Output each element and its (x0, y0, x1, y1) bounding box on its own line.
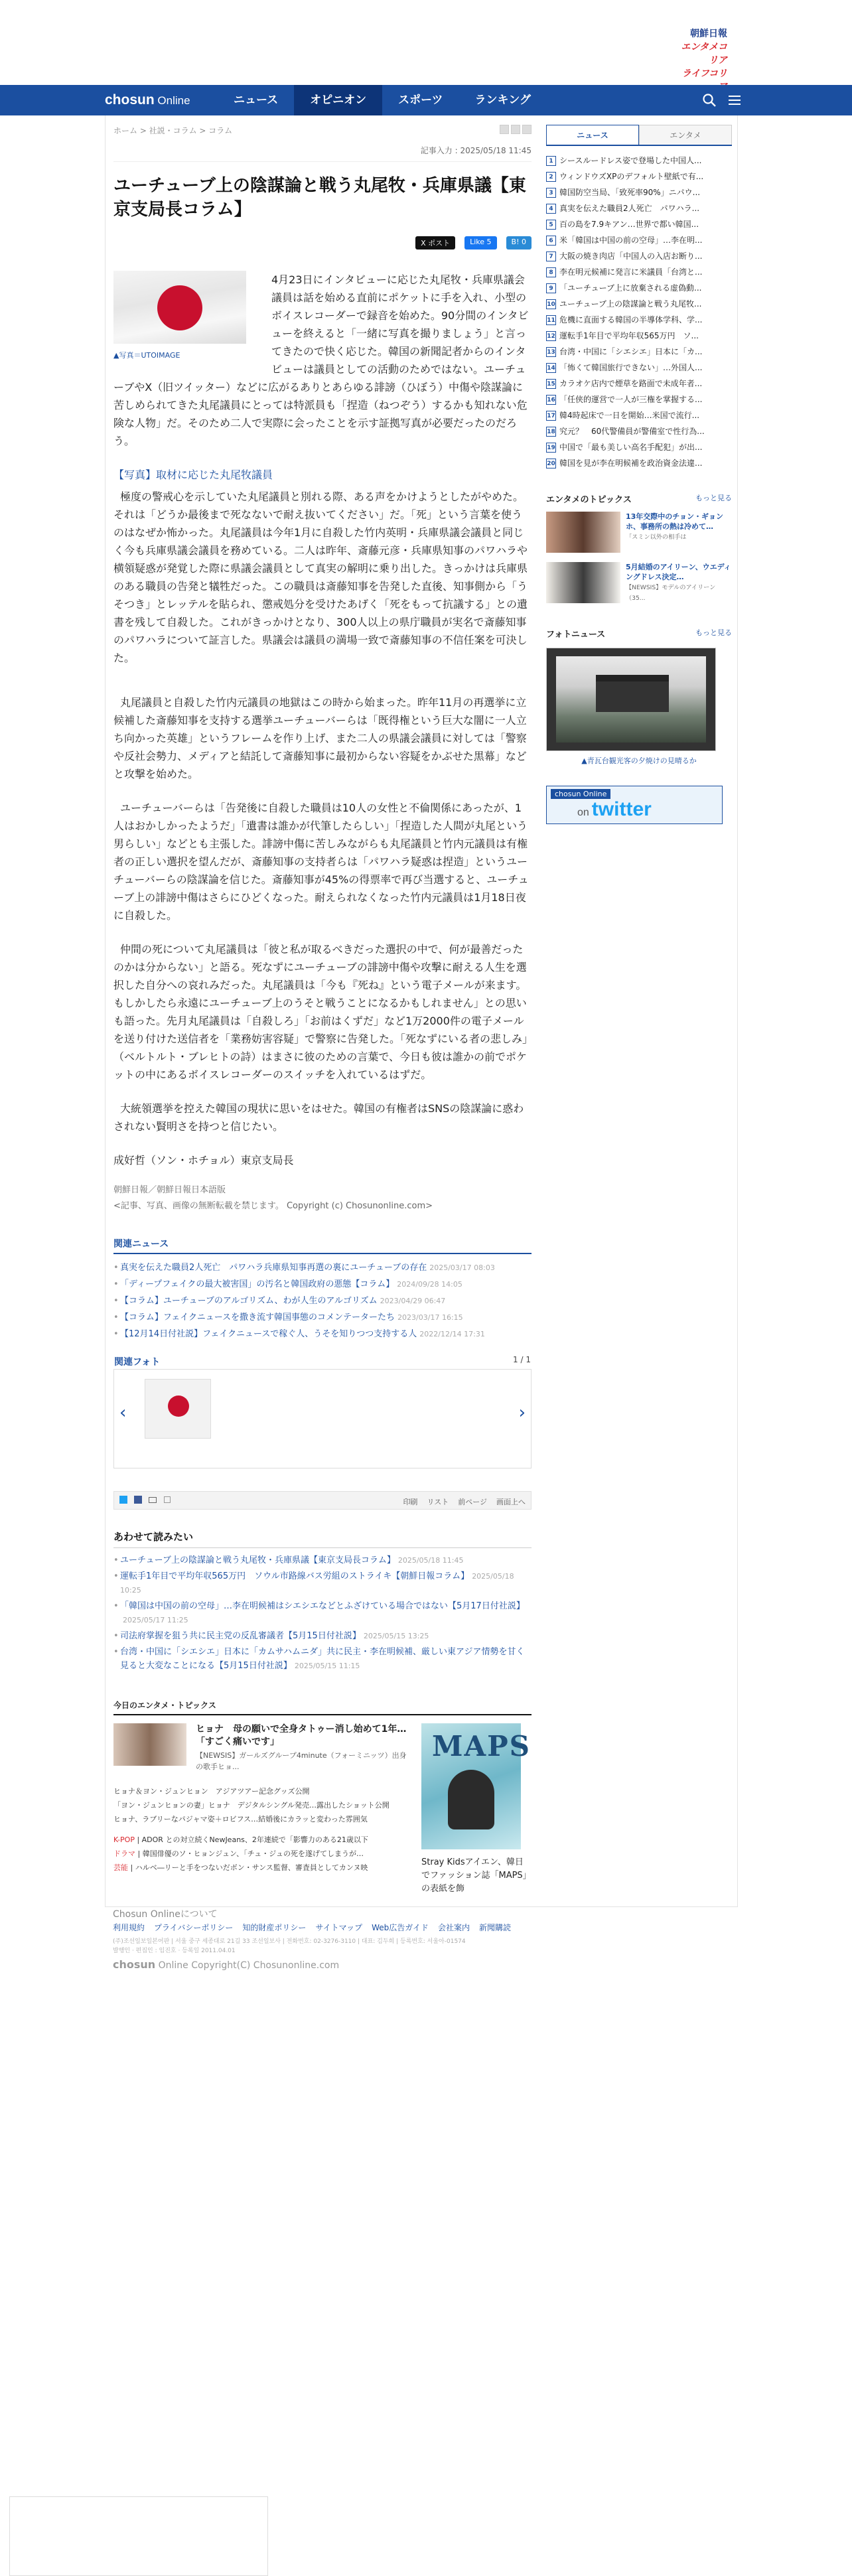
ranking-list (546, 153, 732, 471)
rank-number: 10 (546, 299, 556, 309)
ranking-item[interactable]: 8 李在明元候補に発言に米議員「台湾と... (546, 264, 732, 280)
list-item[interactable]: • 運転手1年目で平均年収565万円 ソウル市路線バス労組のストライキ【朝鮮日報コラム】 2025/05/18 10:25 (113, 1569, 532, 1597)
related-photo-thumbnail[interactable] (145, 1379, 211, 1439)
rank-number: 8 (546, 267, 556, 277)
list-item[interactable]: ヒョナ、ラブリーなパジャマ姿＋ロビフス…結婚後にカラッと変わった雰囲気 (113, 1815, 368, 1824)
main-column (113, 115, 532, 1922)
rank-number: 7 (546, 251, 556, 261)
footer-link[interactable]: 利用規約 (113, 1923, 145, 1932)
font-smaller-icon[interactable] (500, 125, 509, 134)
entame-headline[interactable]: ヒョナ 母の願いで全身タトゥー消し始めて1年…「すごく痛いです」 (196, 1724, 407, 1747)
list-item[interactable]: ドラマ | 韓国俳優のソ・ヒョンジュン、「チュ・ジュの死を遂げてしまうが… (113, 1849, 364, 1858)
share-bar (113, 236, 532, 250)
article-toolbar (113, 1491, 532, 1510)
footer-link[interactable]: サイトマップ (315, 1923, 363, 1932)
related-news-title: 関連ニュース (113, 1237, 532, 1254)
sidebar (546, 125, 732, 824)
rank-number: 5 (546, 220, 556, 230)
entame-topics-header: もっと見る エンタメのトピックス (546, 494, 732, 505)
article-paragraph-1: 4月23日にインタビューに応じた丸尾牧・兵庫県議会議員は話を始める直前にポケットに手を入れ、小型のボイスレコーダーで録音を始めた。90分間のインタビューを終えると「一緒に写真を撮りましょう」と言ってきたので快く応じた。韓国の新聞記者からのインタビューは議員としての活動のためではない。ユーチューブやX（旧ツイッター）などに広がるありとあらゆる誹謗（ひぼう）中傷や陰謀論に苦しめられてきた丸尾議員にとっては特派員も「捏造（ねつぞう）するかも知れない危険な人物」だ。そのため二人で実際に会ったことを示す証拠写真が必要だったのだろう。 (113, 273, 529, 447)
rank-number: 9 (546, 283, 556, 293)
facebook-share-icon[interactable] (134, 1496, 142, 1504)
related-news-list (113, 1259, 532, 1342)
twitter-share-icon[interactable] (119, 1496, 127, 1504)
brand-header (0, 0, 852, 85)
article-paragraph-5: 仲間の死について丸尾議員は「彼と私が取るべきだった選択の中で、何が最善だったのかは分からない」と語る。死なずにユーチューブの誹謗中傷や攻撃に耐える人生を選択した自分への哀れみだった。丸尾議員は「今も『死ね』という電子メールが来ます。もしかしたら永遠にユーチューブ上のうそと戦うことになるかもしれません」との思いも語った。先月丸尾議員は「自殺しろ」「お前はくずだ」など1万2000件の電子メールを送り付けた送信者を「業務妨害容疑」で警察に告発した。「死なずにいる者の悲しみ」（ベルトルト・ブレヒトの詩）はまさに彼のための言葉で、今日も彼は誰かの前でポケットの中にあるボイスレコーダーのスイッチを入れているはずだ。 (113, 943, 528, 1081)
rank-number: 17 (546, 411, 556, 421)
recommend-title: あわせて読みたい (113, 1530, 532, 1548)
ranking-item[interactable]: 3 韓国防空当局、「致死率90%」ニパウ... (546, 184, 732, 200)
topic-image[interactable] (546, 512, 620, 553)
topic-item[interactable]: 13年交際中のチョン・ギョンホ、事務所の熱は冷めて… 「スミン以外の相手は (546, 512, 732, 555)
rank-number: 3 (546, 188, 556, 198)
rank-number: 16 (546, 395, 556, 405)
footer-copyright: chosun Online Copyright(C) Chosunonline.com (113, 1958, 340, 1971)
next-arrow-icon[interactable]: › (518, 1403, 526, 1423)
photo-news-image[interactable] (556, 656, 706, 743)
article-photo[interactable] (113, 271, 255, 364)
photo-pager: 1 / 1 (513, 1355, 531, 1364)
photo-news-header: もっと見る フォトニュース (546, 628, 732, 640)
ranking-tabs (546, 125, 732, 146)
footer-links (105, 1922, 738, 1933)
back-to-top-link[interactable]: 画面上へ (496, 1498, 526, 1506)
entame-topics (113, 1699, 532, 1922)
site-footer (105, 1903, 738, 1973)
mail-share-icon[interactable] (149, 1496, 157, 1504)
byline: 成好哲（ソン・ホチョル）東京支局長 (113, 1154, 294, 1167)
ranking-item[interactable]: 19 中国で「最も美しい高名手配犯」が出... (547, 443, 703, 452)
article-paragraph-4: ユーチューバーらは「告発後に自殺した職員は10人の女性と不倫関係にあったが、1人はおかしかったようだ」「遺書は誰かが代筆したらしい」「捏造した人間が丸尾という男らしい」などとも主張した。誹謗中傷に苦しみながらも丸尾議員と竹内元議員は有権者の正しい選択を望んだが、斎藤知事の支持者らは「パワハラ疑惑は捏造」というユーチューバーらの陰謀論を信じた。斎藤知事が45%の得票率で再び当選すると、ユーチューブ上の誹謗中傷はさらにひどくなった。耐えられなくなった竹内元議員は1月18日夜に自殺した。 (113, 802, 529, 922)
rank-number: 15 (546, 379, 556, 389)
font-size-tools (500, 125, 532, 134)
footer-address: (주)조선일보일본어판 | 서울 중구 세종대로 21길 33 조선일보사 | 전화번호: 02-3276-3110 | 대표: 김두희 | 등록번호: 서울아-01574 발행인 · 편집인 : 임진호 · 등록일 2011.04.01 (113, 1938, 466, 1954)
rank-number: 4 (546, 204, 556, 214)
photo-more-link[interactable]: もっと見る (695, 628, 732, 637)
ranking-item[interactable]: 17 韓4時起床で一日を開始…米国で流行... (547, 411, 700, 420)
ranking-item[interactable]: 20 韓国を見が李在明候補を政治資金法違... (547, 459, 703, 468)
list-item[interactable]: • 「韓国は中国の前の空母」…李在明候補はシエシエなどとふざけている場合ではない【5月17日付社説】2025/05/17 11:25 (113, 1599, 532, 1627)
list-item[interactable]: 「ヨン・ジュンヒョンの妻」ヒョナ デジタルシングル発売…露出したショット公開 (113, 1801, 390, 1810)
list-item[interactable]: • ユーチューブ上の陰謀論と戦う丸尾牧・兵庫県議【東京支局長コラム】 2025/05/18 11:45 (113, 1553, 532, 1567)
list-link[interactable]: リスト (427, 1498, 449, 1506)
article-title: ユーチューブ上の陰謀論と戦う丸尾牧・兵庫県議【東京支局長コラム】 (113, 176, 526, 220)
list-item[interactable]: • 台湾・中国に「シエシエ」日本に「カムサハムニダ」共に民主・李在明候補、厳しい東アジア情勢を甘く見ると大変なことになる【5月15日付社説】 2025/05/15 11:15 (113, 1645, 532, 1673)
family-site-logos[interactable] (679, 27, 727, 93)
hatena-bookmark-button[interactable]: B! 0 (506, 236, 532, 250)
global-nav (0, 85, 852, 115)
site-logo[interactable]: chosun Online (105, 92, 190, 107)
recommend-section (113, 1530, 532, 1673)
font-larger-icon[interactable] (511, 125, 520, 134)
rank-number: 13 (546, 347, 556, 357)
entame-headline-summary: 【NEWSIS】ガールズグループ4minute（フォーミニッツ）出身の歌手ヒョ... (196, 1751, 407, 1771)
chosun-ilbo-logo[interactable]: 朝鮮日報 (690, 29, 727, 39)
twitter-banner-label: chosun Online (551, 789, 610, 799)
ranking-item[interactable]: 2 ウィンドウズXPのデフォルト壁紙で有... (546, 169, 732, 184)
magazine-cover-image[interactable]: MAPS (421, 1723, 521, 1849)
list-item[interactable]: 芸能 | ハルベ―リーと手をつないだボン・サンス監督、審査員としてカンヌ映 (113, 1863, 368, 1872)
breadcrumb (113, 115, 532, 137)
photo-news-slider[interactable] (546, 648, 716, 751)
magazine-caption[interactable]: Stray Kidsアイエン、韓日でファッション誌「MAPS」の表紙を飾 (421, 1857, 528, 1894)
search-icon[interactable] (702, 93, 717, 107)
topic-item[interactable]: 5月結婚のアイリーン、ウエディングドレス決定… 【NEWSIS】モデルのアイリーン（35... (546, 562, 732, 606)
footer-about[interactable]: Chosun Onlineについて (113, 1909, 218, 1920)
photo-caption: ▲写真＝UTOIMAGE (113, 351, 180, 360)
rank-number: 1 (546, 156, 556, 166)
source-name: 朝鮮日報／朝鮮日報日本語版 (113, 1185, 226, 1195)
rank-number: 6 (546, 236, 556, 246)
related-photo-header: 関連フォト 1 / 1 (114, 1355, 531, 1368)
facebook-like-button[interactable]: Like 5 (464, 236, 496, 250)
more-link[interactable]: もっと見る (695, 494, 732, 502)
footer-link[interactable]: Web広告ガイド (372, 1923, 429, 1932)
list-item[interactable]: • 【コラム】ユーチューブのアルゴリズム、わが人生のアルゴリズム 2023/04/29 06:47 (113, 1293, 532, 1309)
ad-slot[interactable] (9, 2496, 268, 2576)
rank-number: 14 (546, 363, 556, 373)
nav-news[interactable]: ニュース (234, 94, 279, 107)
nav-ranking[interactable]: ランキング (474, 94, 531, 107)
footer-link[interactable]: プライバシーポリシー (154, 1923, 234, 1932)
source-credit (113, 1182, 532, 1214)
entame-headline-image[interactable] (113, 1723, 186, 1766)
content-wrapper (105, 115, 738, 1907)
nav-sports[interactable]: スポーツ (398, 94, 443, 107)
copyright-notice: <記事、写真、画像の無断転載を禁じます。 Copyright (c) Chosunonline.com> (113, 1201, 433, 1211)
article-paragraph-3: 丸尾議員と自殺した竹内元議員の地獄はこの時から始まった。昨年11月の再選挙に立候補した斎藤知事を支持する選挙ユーチューバーらは「既得権という巨大な闇に一人立ち向かった英雄」というフレームを作り上げ、また二人の県議会議員に対しては「警察や反社会勢力、メディアと結託して斎藤知事に最初からない容疑をかぶせた黒幕」などと攻撃を始めた。 (113, 696, 527, 780)
rank-number: 20 (546, 459, 556, 468)
article-date: 記事入力 : 2025/05/18 11:45 (113, 145, 532, 162)
list-item[interactable]: ヒョナ＆ヨン・ジュンヒョン アジアツアー記念グッズ公開 (113, 1787, 310, 1796)
list-item[interactable]: K-POP | ADOR との対立続くNewJeans、2年連続で「影響力のある21歳以下 (113, 1835, 368, 1844)
related-photo-carousel (113, 1355, 532, 1468)
prev-page-link[interactable]: 前ページ (458, 1498, 487, 1506)
ranking-item[interactable]: 16 「任侠的運営で一人が三権を掌握する... (547, 395, 703, 404)
tab-news[interactable]: ニュース (546, 125, 639, 145)
ranking-item[interactable]: 14 「怖くて韓国旅行できない」…外国人... (547, 363, 703, 372)
entame-korea-logo[interactable]: エンタメコリア (681, 42, 727, 66)
menu-icon[interactable] (727, 93, 742, 107)
rank-number: 19 (546, 443, 556, 453)
article-paragraph-6: 大統領選挙を控えた韓国の現状に思いをはせた。韓国の有権者はSNSの陰謀論に惑わされない賢明さを持つと信じたい。 (113, 1102, 524, 1133)
rank-number: 18 (546, 427, 556, 437)
article-paragraph-2: 極度の警戒心を示していた丸尾議員と別れる際、ある声をかけようとしたがやめた。それは「どうか最後まで死なないで耐え抜いてください」だ。「死」という言葉を使うのはなぜか怖かった。丸尾議員は今年1月に自殺した竹内英明・兵庫県議会議員と同じく今も兵庫県議会議員を務めている。二人は昨年、斎藤元彦・兵庫県知事のパワハラや横領疑惑が発覚した際に県議会議員として真実の解明に乗り出した。きっかけは兵庫県のある職員の告発と犠牲だった。この職員は斎藤知事を告発した直後、知事側から「うそつき」とレッテルを貼られ、懲戒処分を受けたあげく「死をもって抗議する」との遺書を残して自殺した。これがきっかけとなり、300人以上の県庁職員が実名で斎藤知事のパワハラについて証言した。県議会は議員の満場一致で斎藤知事の不信任案を可決した。 (113, 490, 528, 664)
entame-title: 今日のエンタメ・トピックス (113, 1699, 532, 1715)
ranking-item[interactable]: 7 大阪の焼き肉店「中国人の入店お断り... (546, 248, 732, 264)
ranking-item[interactable]: 10 ユーチューブ上の陰謀論と戦う丸尾牧... (547, 299, 702, 309)
photo-gallery-link[interactable]: 【写真】取材に応じた丸尾牧議員 (113, 468, 273, 481)
x-post-button[interactable]: X ポスト (415, 236, 455, 250)
photo-news-caption[interactable]: ▲青瓦台観光客の夕焼けの見晴るか (581, 756, 697, 765)
twitter-banner[interactable]: chosun Online on twitter (546, 786, 723, 824)
prev-arrow-icon[interactable]: ‹ (119, 1403, 127, 1423)
tab-entame[interactable]: エンタメ (639, 125, 732, 145)
rank-number: 2 (546, 172, 556, 182)
ranking-item[interactable]: 12 運転手1年目で平均年収565万円 ソ... (547, 331, 699, 340)
topic-image[interactable] (546, 562, 620, 603)
japan-flag-image[interactable] (113, 271, 246, 344)
footer-link[interactable]: 会社案内 (437, 1923, 470, 1932)
footer-link[interactable]: 新聞購読 (478, 1923, 511, 1932)
list-item[interactable]: • 真実を伝えた職員2人死亡 パワハラ兵庫県知事再選の裏にユーチューブの存在 2025/03/17 08:03 (113, 1259, 532, 1276)
list-item[interactable]: • 【コラム】フェイクニュースを撒き流す韓国事態のコメンテーターたち 2023/03/17 16:15 (113, 1309, 532, 1326)
ranking-item[interactable]: 6 米「韓国は中国の前の空母」…李在明... (546, 232, 732, 248)
rank-number: 12 (546, 331, 556, 341)
ranking-item[interactable]: 1 シースルードレス姿で登場した中国人... (546, 153, 732, 169)
ranking-item[interactable]: 15 カラオケ店内で煙草を路面で未成年者... (547, 379, 703, 388)
ranking-item[interactable]: 11 危機に直面する韓国の半導体学科、学... (547, 315, 703, 324)
rank-number: 11 (546, 315, 556, 325)
list-item[interactable]: • 司法府掌握を狙う共に民主党の反乱審議者【5月15日付社説】 2025/05/15 13:25 (113, 1629, 532, 1643)
entame-list (113, 1784, 405, 1875)
ranking-item[interactable]: 18 究元？ 60代警備員が警備室で性行為... (547, 427, 705, 436)
ranking-item[interactable]: 13 台湾・中国に「シエシエ」日本に「カ... (547, 347, 703, 356)
print-icon[interactable] (522, 125, 532, 134)
nav-opinion[interactable]: オピニオン (294, 85, 382, 115)
ranking-item[interactable]: 4 真実を伝えた職員2人死亡 パワハラ... (546, 200, 732, 216)
ranking-item[interactable]: 5 百の島を7.9キアン…世界で都い韓国... (546, 216, 732, 232)
life-korea-logo[interactable]: ライフコリ (681, 68, 727, 79)
footer-link[interactable]: 知的財産ポリシー (242, 1923, 307, 1932)
list-item[interactable]: • 【12月14日付社説】フェイクニュースで稼ぐ人、うそを知りつつ支持する人 2022/12/14 17:31 (113, 1326, 532, 1342)
article-body (113, 271, 532, 1214)
recommend-list (113, 1553, 532, 1673)
list-item[interactable]: • 「ディープフェイクの最大被害国」の汚名と韓国政府の悪態【コラム】 2024/09/28 14:05 (113, 1276, 532, 1293)
print-link[interactable]: 印刷 (403, 1498, 418, 1506)
breadcrumb-text[interactable]: ホーム > 社説・コラム > コラム (113, 126, 233, 135)
ranking-item[interactable]: 9 「ユーチューブ上に放棄される虚偽動... (546, 280, 732, 296)
print-share-icon[interactable] (163, 1496, 171, 1504)
